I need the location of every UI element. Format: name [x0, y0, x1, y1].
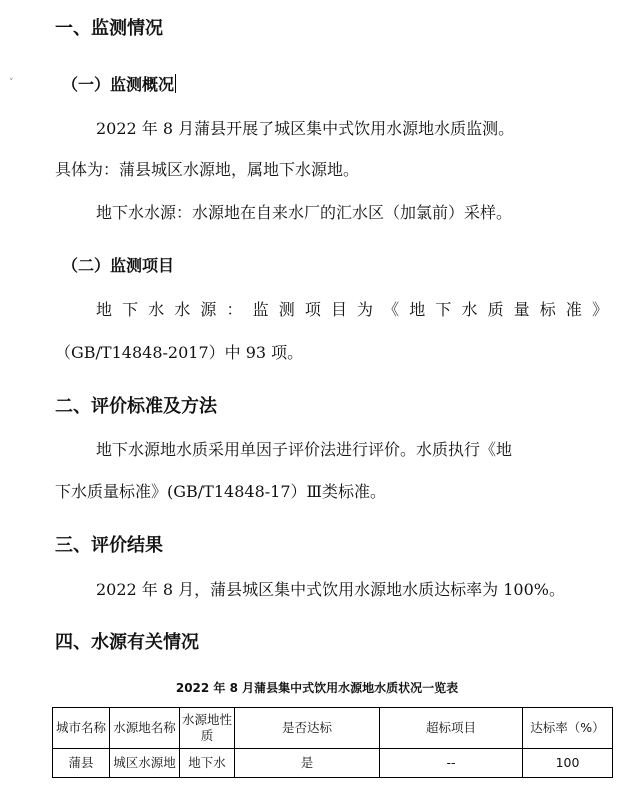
- section-4-heading: 四、水源有关情况: [55, 632, 199, 653]
- paragraph-1-line-2: 具体为：蒲县城区水源地，属地下水源地。: [55, 160, 360, 179]
- text-cursor: [175, 74, 176, 93]
- table-caption: 2022 年 8 月蒲县集中式饮用水源地水质状况一览表: [175, 681, 459, 695]
- cell-compliance-rate: 100: [523, 749, 613, 778]
- cell-compliant: 是: [235, 749, 380, 778]
- paragraph-1-line-1: 2022 年 8 月蒲县开展了城区集中式饮用水源地水质监测。: [96, 119, 515, 138]
- header-exceeded-items: 超标项目: [380, 708, 523, 749]
- header-compliance-rate: 达标率（%）: [523, 708, 613, 749]
- subsection-2-heading: （二）监测项目: [62, 256, 175, 275]
- paragraph-5: 2022 年 8 月，蒲县城区集中式饮用水源地水质达标率为 100%。: [96, 580, 565, 599]
- paragraph-2: 地下水水源：水源地在自来水厂的汇水区（加氯前）采样。: [96, 203, 513, 222]
- subsection-1-heading[interactable]: [62, 74, 176, 95]
- margin-marker: ˅: [9, 78, 14, 88]
- paragraph-3-line-1: 地下水水源：监测项目为《地下水质量标准》: [96, 300, 608, 319]
- paragraph-4-line-2: 下水质量标准》(GB/T14848-17）Ⅲ类标准。: [55, 482, 386, 501]
- header-compliant: 是否达标: [235, 708, 380, 749]
- header-city: 城市名称: [53, 708, 110, 749]
- cell-city: 蒲县: [53, 749, 110, 778]
- table-row: [53, 749, 613, 778]
- subsection-1-label: （一）监测概况: [62, 75, 175, 94]
- section-2-heading: 二、评价标准及方法: [55, 396, 217, 417]
- table-header-row: [53, 708, 613, 749]
- paragraph-3-line-2: （GB/T14848-2017）中 93 项。: [55, 343, 304, 362]
- paragraph-4-line-1: 地下水源地水质采用单因子评价法进行评价。水质执行《地: [96, 440, 513, 459]
- section-3-heading: 三、评价结果: [55, 535, 163, 556]
- cell-exceeded-items: --: [380, 749, 523, 778]
- section-1-heading: 一、监测情况: [55, 18, 163, 39]
- cell-source-type: 地下水: [180, 749, 235, 778]
- header-source: 水源地名称: [110, 708, 180, 749]
- water-quality-table: [52, 707, 613, 778]
- header-source-type: 水源地性质: [180, 708, 235, 749]
- cell-source: 城区水源地: [110, 749, 180, 778]
